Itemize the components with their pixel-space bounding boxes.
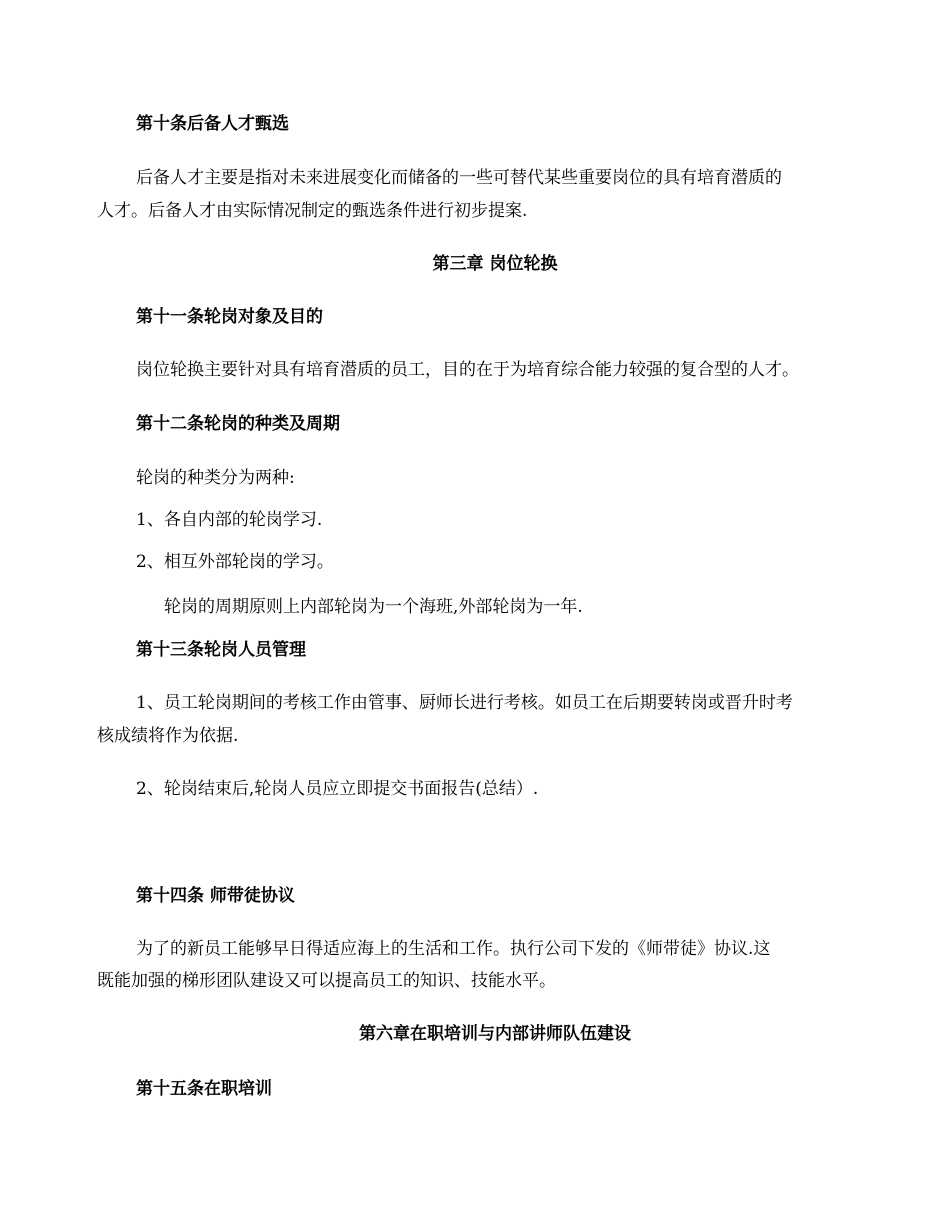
chapter-3-title: 第三章 岗位轮换 bbox=[432, 254, 558, 274]
article-12-intro: 轮岗的种类分为两种: bbox=[136, 468, 295, 488]
article-12-period: 轮岗的周期原则上内部轮岗为一个海班,外部轮岗为一年. bbox=[164, 597, 583, 617]
article-13-heading: 第十三条轮岗人员管理 bbox=[136, 640, 306, 660]
article-12-item-1: 1、各自内部的轮岗学习. bbox=[136, 510, 323, 530]
article-12-heading: 第十二条轮岗的种类及周期 bbox=[136, 414, 340, 434]
article-13-item-1-line-1: 1、员工轮岗期间的考核工作由管事、厨师长进行考核。如员工在后期要转岗或晋升时考 bbox=[136, 693, 793, 713]
chapter-6-title: 第六章在职培训与内部讲师队伍建设 bbox=[359, 1024, 631, 1044]
article-14-paragraph-line-1: 为了的新员工能够早日得适应海上的生活和工作。执行公司下发的《师带徒》协议.这 bbox=[136, 939, 771, 959]
article-13-item-2: 2、轮岗结束后,轮岗人员应立即提交书面报告(总结）. bbox=[136, 779, 539, 799]
article-14-paragraph-line-2: 既能加强的梯形团队建设又可以提高员工的知识、技能水平。 bbox=[97, 971, 556, 991]
article-10-heading: 第十条后备人才甄选 bbox=[136, 114, 289, 134]
article-10-paragraph-line-2: 人才。后备人才由实际情况制定的甄选条件进行初步提案. bbox=[97, 201, 528, 221]
article-11-paragraph: 岗位轮换主要针对具有培育潜质的员工，目的在于为培育综合能力较强的复合型的人才。 bbox=[136, 360, 799, 380]
article-14-heading: 第十四条 师带徒协议 bbox=[136, 886, 295, 906]
article-15-heading: 第十五条在职培训 bbox=[136, 1079, 272, 1099]
article-12-item-2: 2、相互外部轮岗的学习。 bbox=[136, 552, 334, 572]
article-10-paragraph-line-1: 后备人才主要是指对未来进展变化而储备的一些可替代某些重要岗位的具有培育潜质的 bbox=[136, 168, 782, 188]
article-13-item-1-line-2: 核成绩将作为依据. bbox=[97, 726, 239, 746]
article-11-heading: 第十一条轮岗对象及目的 bbox=[136, 307, 323, 327]
